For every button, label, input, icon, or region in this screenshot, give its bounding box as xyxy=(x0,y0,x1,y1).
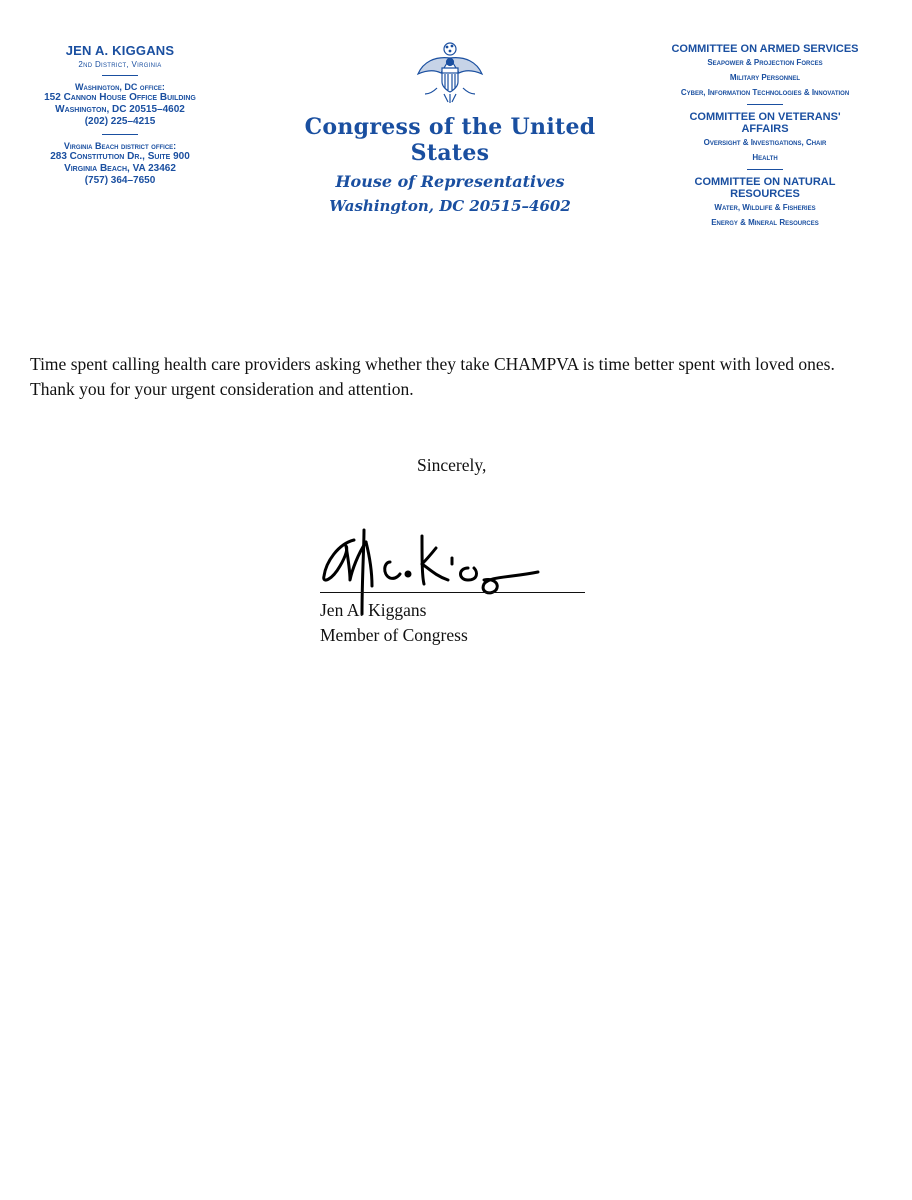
signer-block xyxy=(320,598,468,648)
signature-line xyxy=(320,592,585,593)
letterhead-center xyxy=(270,40,630,215)
divider xyxy=(747,104,783,105)
signer-title: Member of Congress xyxy=(320,625,468,645)
subcommittee: Water, Wildlife & Fisheries xyxy=(714,203,816,212)
committee-name: COMMITTEE ON NATURAL RESOURCES xyxy=(694,176,836,200)
subcommittee: Energy & Mineral Resources xyxy=(711,218,819,227)
divider xyxy=(102,75,138,76)
district-office-heading: Virginia Beach district office: xyxy=(63,141,177,151)
subcommittee: Health xyxy=(752,153,778,162)
closing: Sincerely, xyxy=(417,455,487,475)
member-district: 2nd District, Virginia xyxy=(78,60,162,69)
divider xyxy=(747,169,783,170)
district-address-line-1: 283 Constitution Dr., Suite 900 xyxy=(50,151,190,162)
congress-title: Congress of the United States xyxy=(304,114,596,166)
signer-name: Jen A. Kiggans xyxy=(320,600,427,620)
dc-office-heading: Washington, DC office: xyxy=(75,82,165,92)
member-info xyxy=(30,43,210,187)
subcommittee: Seapower & Projection Forces xyxy=(707,58,823,67)
committee-list xyxy=(650,43,880,228)
district-phone: (757) 364–7650 xyxy=(84,175,156,186)
house-title: House of Representatives xyxy=(335,172,565,191)
divider xyxy=(102,134,138,135)
subcommittee: Oversight & Investigations, Chair xyxy=(703,138,827,147)
subcommittee: Cyber, Information Technologies & Innovation xyxy=(680,88,850,97)
committee-name: COMMITTEE ON VETERANS' AFFAIRS xyxy=(689,111,841,135)
district-address-line-2: Virginia Beach, VA 23462 xyxy=(64,163,176,174)
great-seal-eagle-icon xyxy=(415,40,485,106)
dc-address-line-2: Washington, DC 20515–4602 xyxy=(55,104,185,115)
city-line: Washington, DC 20515–4602 xyxy=(329,197,571,215)
dc-address-line-1: 152 Cannon House Office Building xyxy=(44,92,196,103)
committee-name: COMMITTEE ON ARMED SERVICES xyxy=(671,43,859,55)
letter-paragraph: Time spent calling health care providers asking whether they take CHAMPVA is time better spent with loved ones. Thank you for your urgent consideration and attention. xyxy=(30,354,835,399)
subcommittee: Military Personnel xyxy=(729,73,801,82)
dc-phone: (202) 225–4215 xyxy=(84,116,156,127)
member-name: JEN A. KIGGANS xyxy=(65,43,175,58)
